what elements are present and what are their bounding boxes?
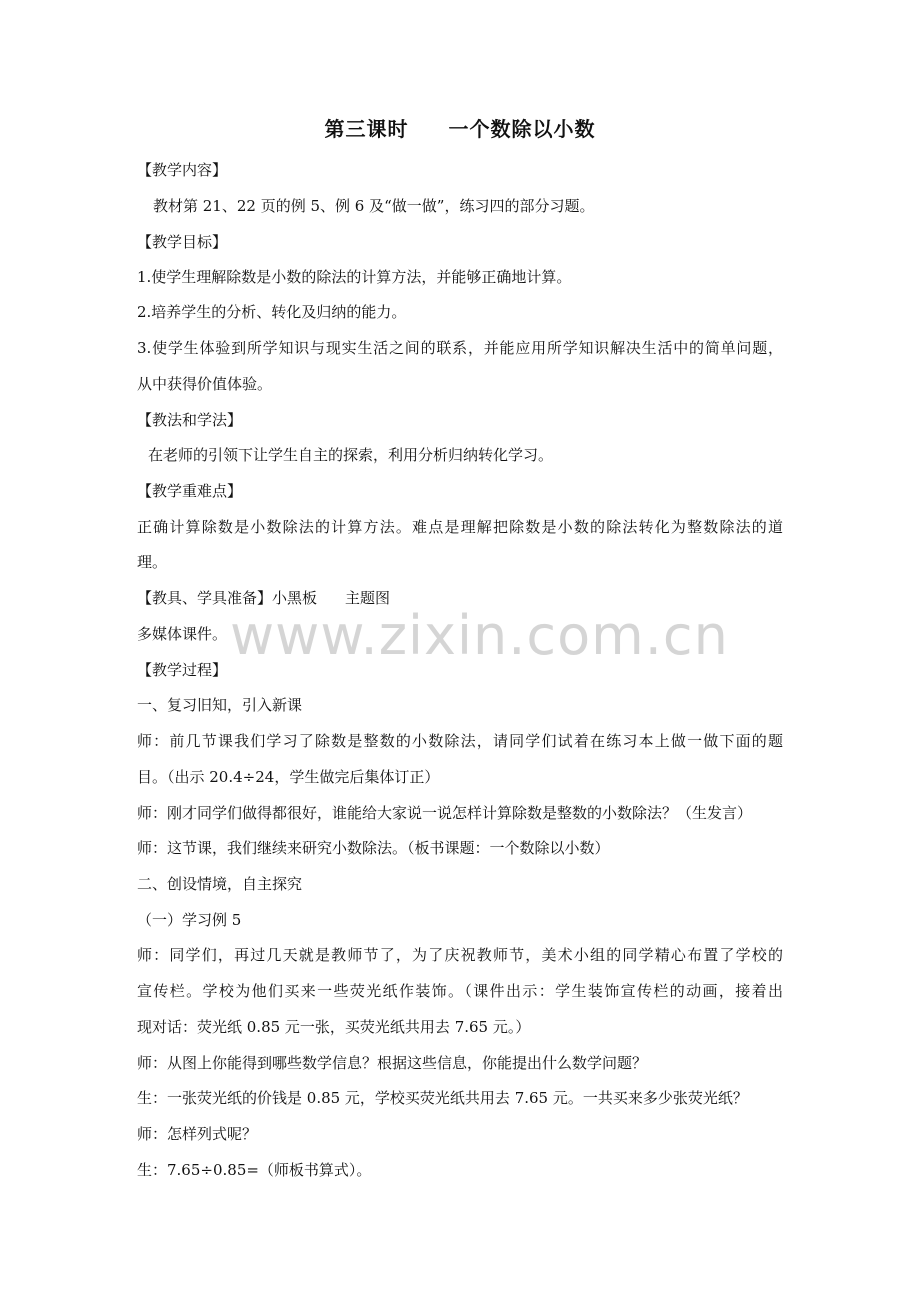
lesson-title-part1: 第三课时 [324,117,409,141]
teacher-line-2: 师：刚才同学们做得都很好，谁能给大家说一说怎样计算除数是整数的小数除法？（生发言） [137,804,753,822]
heading-key-points: 【教学重难点】 [137,482,243,500]
teacher-line-6: 师：怎样列式呢？ [137,1125,258,1143]
teacher-line-4: 师：同学们，再过几天就是教师节了，为了庆祝教师节，美术小组的同学精心布置了学校的 [137,946,783,964]
watermark: www.zixin.com.cn [230,604,729,667]
teacher-line-3: 师：这节课，我们继续来研究小数除法。（板书课题：一个数除以小数） [137,839,610,857]
teacher-line-1: 师：前几节课我们学习了除数是整数的小数除法，请同学们试着在练习本上做一做下面的题 [137,732,783,750]
section-review: 一、复习旧知，引入新课 [137,696,303,714]
paragraph-content: 教材第 21、22 页的例 5、例 6 及“做一做”，练习四的部分习题。 [153,197,595,215]
teacher-line-5: 师：从图上你能得到哪些数学信息？根据这些信息，你能提出什么数学问题？ [137,1054,648,1072]
heading-methods: 【教法和学法】 [137,411,243,429]
paragraph-materials: 多媒体课件。 [137,625,228,643]
heading-teaching-goals: 【教学目标】 [137,233,228,251]
teacher-line-4-end: 现对话：荧光纸 0.85 元一张，买荧光纸共用去 7.65 元。） [137,1018,531,1036]
paragraph-methods: 在老师的引领下让学生自主的探索，利用分析归纳转化学习。 [148,446,554,464]
subsection-example-5: （一）学习例 5 [137,911,242,929]
goal-3: 3.使学生体验到所学知识与现实生活之间的联系，并能应用所学知识解决生活中的简单问题， [137,339,783,357]
paragraph-key-points-continued: 理。 [137,553,168,571]
goal-3-continued: 从中获得价值体验。 [137,375,273,393]
teacher-line-4-continued: 宣传栏。学校为他们买来一些荧光纸作装饰。（课件出示：学生装饰宣传栏的动画，接着出 [137,982,783,1000]
teacher-line-1-continued: 目。（出示 20.4÷24，学生做完后集体订正） [137,768,440,786]
lesson-title-part2: 一个数除以小数 [448,117,596,141]
heading-materials [137,588,787,608]
section-explore: 二、创设情境，自主探究 [137,875,303,893]
lesson-title [0,113,920,142]
goal-2: 2.培养学生的分析、转化及归纳的能力。 [137,303,407,321]
heading-teaching-content: 【教学内容】 [137,161,228,179]
materials-theme-image: 主题图 [345,589,391,607]
heading-process: 【教学过程】 [137,661,228,679]
student-line-2: 生：7.65÷0.85=（师板书算式）。 [137,1161,372,1179]
student-line-1: 生：一张荧光纸的价钱是 0.85 元，学校买荧光纸共用去 7.65 元。一共买来多少张荧光纸？ [137,1089,748,1107]
materials-label: 【教具、学具准备】小黑板 [137,589,318,607]
paragraph-key-points: 正确计算除数是小数除法的计算方法。难点是理解把除数是小数的除法转化为整数除法的道 [137,518,783,536]
goal-1: 1.使学生理解除数是小数的除法的计算方法，并能够正确地计算。 [137,268,572,286]
